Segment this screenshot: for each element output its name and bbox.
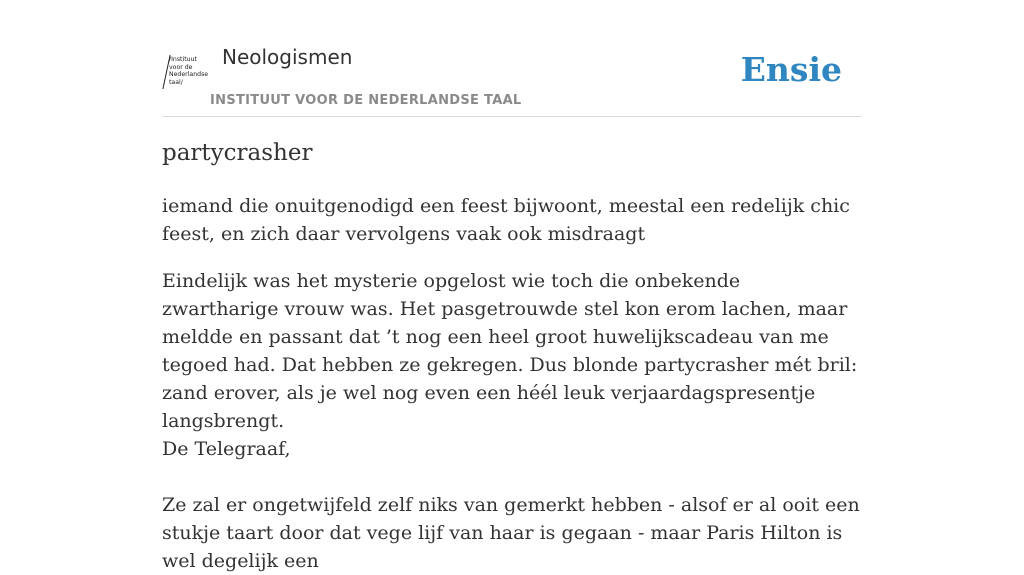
- example-quote: Eindelijk was het mysterie opgelost wie toch die onbekende zwartharige vrouw was. Het pasgetrouwde stel kon erom lachen, maar meldde en passant dat ’t nog een heel groot huwelijkscadeau van me tegoed had. Dat hebben ze gekregen. Dus blonde partycrasher mét bril: zand erover, als je wel nog even een héél leuk verjaardagspresentje langsbrengt.: [162, 270, 858, 432]
- example-quote: Ze zal er ongetwijfeld zelf niks van gemerkt hebben - alsof er al ooit een stukje taart door dat vege lijf van haar is gegaan - maar Paris Hilton is wel degelijk een: [162, 494, 860, 572]
- entry-examples: [162, 267, 862, 575]
- entry-term: partycrasher: [162, 140, 313, 166]
- ivdnt-logo[interactable]: [166, 55, 209, 89]
- entry-definition: iemand die onuitgenodigd een feest bijwoont, meestal een redelijk chic feest, en zich daar vervolgens vaak ook misdraagt: [162, 195, 850, 245]
- institute-name: INSTITUUT VOOR DE NEDERLANDSE TAAL: [210, 93, 522, 108]
- spacer: [162, 463, 862, 491]
- logo-text: /Instituut voor de Nederlandse taal/: [169, 56, 209, 87]
- ensie-logo[interactable]: Ensie: [740, 50, 842, 89]
- entry-card: [162, 0, 862, 572]
- brand-title[interactable]: Neologismen: [222, 45, 353, 69]
- example-source: De Telegraaf,: [162, 438, 291, 460]
- header: [162, 0, 862, 117]
